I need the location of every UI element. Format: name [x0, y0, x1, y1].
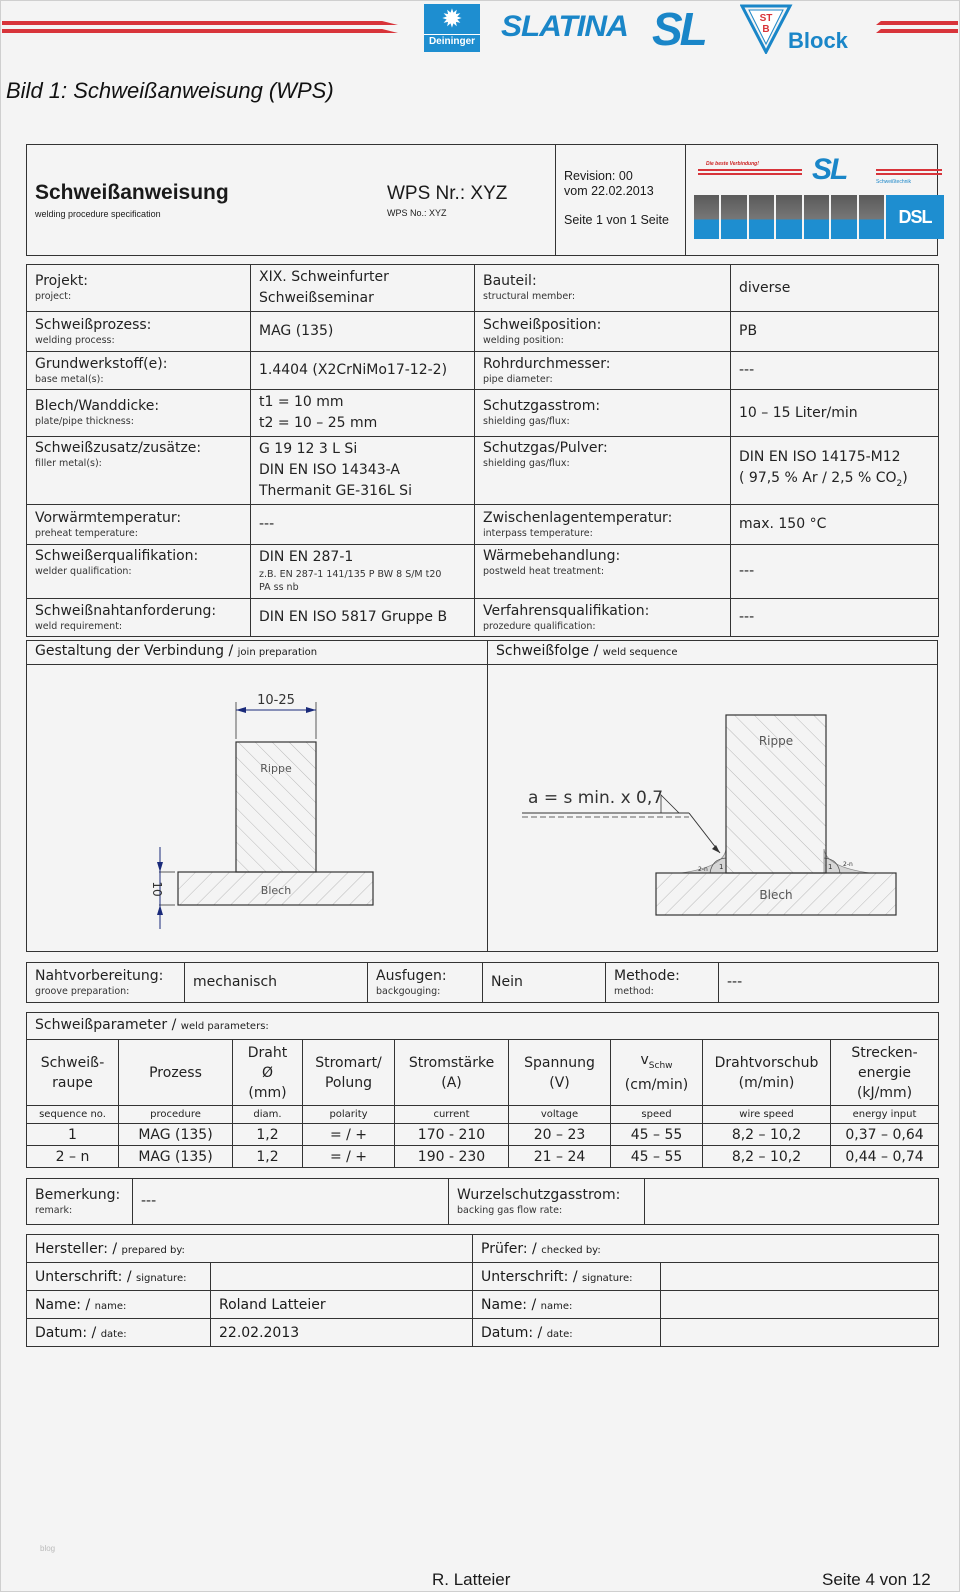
- svg-text:Blech: Blech: [759, 888, 793, 902]
- wps-title: Schweißanweisung: [35, 181, 229, 204]
- table-row: 1 MAG (135) 1,2 = / + 170 - 210 20 – 23 45 – 55 8,2 – 10,2 0,37 – 0,64: [27, 1124, 939, 1146]
- svg-text:10-25: 10-25: [257, 693, 295, 708]
- checked-date-field[interactable]: [661, 1319, 939, 1347]
- photo-strip: [694, 195, 884, 239]
- svg-text:1: 1: [719, 863, 724, 871]
- wps-number-en: WPS No.: XYZ: [387, 208, 447, 218]
- wps-page: Seite 1 von 1 Seite: [564, 213, 669, 227]
- sl-logo: SL: [652, 3, 705, 55]
- table-row: Schweißnahtanforderung: weld requirement: DIN EN ISO 5817 Gruppe B Verfahrensqualifikation: prozedure qualification: ---: [27, 599, 939, 637]
- figure-title: Bild 1: Schweißanweisung (WPS): [6, 78, 334, 103]
- svg-text:2-n: 2-n: [698, 866, 708, 873]
- prepared-signature-field[interactable]: [211, 1263, 473, 1291]
- table-row: Blech/Wanddicke: plate/pipe thickness: t1 = 10 mm t2 = 10 – 25 mm Schutzgasstrom: shielding gas/flux: 10 – 15 Liter/min: [27, 390, 939, 437]
- svg-text:Rippe: Rippe: [758, 734, 794, 748]
- wps-number: WPS Nr.: XYZ: [387, 183, 508, 204]
- footer-page-number: Seite 4 von 12: [822, 1570, 931, 1589]
- table-row: Name: / name: Roland Latteier Name: / name:: [27, 1291, 939, 1319]
- groove-table: [26, 962, 939, 1003]
- join-preparation-drawing-icon: [27, 667, 487, 951]
- remark-field[interactable]: ---: [133, 1179, 449, 1225]
- checked-signature-field[interactable]: [661, 1263, 939, 1291]
- prepared-name-field[interactable]: Roland Latteier: [211, 1291, 473, 1319]
- table-row: Schweißprozess: welding process: MAG (135) Schweißposition: welding position: PB: [27, 312, 939, 352]
- table-row: Hersteller: / prepared by: Prüfer: / checked by:: [27, 1235, 939, 1263]
- table-row: Schweißerqualifikation: welder qualification: DIN EN 287-1 z.B. EN 287-1 141/135 P BW 8 S/M t20 PA ss nb Wärmebehandlung: postweld heat treatment: ---: [27, 545, 939, 599]
- header-stripe-left: [2, 20, 398, 34]
- svg-text:a = s min. x 0,7: a = s min. x 0,7: [528, 788, 664, 808]
- company-banner: Die beste Verbindung! SL Schweißtechnik DSL: [694, 151, 946, 249]
- table-row: Bemerkung: remark: --- Wurzelschutzgasstrom: backing gas flow rate:: [27, 1179, 939, 1225]
- join-preparation-panel: Gestaltung der Verbindung / join preparation 10-25 10 Rippe Blech: [26, 640, 488, 952]
- block-logo: Block: [788, 28, 848, 53]
- svg-text:ST: ST: [759, 13, 773, 24]
- svg-text:10: 10: [150, 881, 164, 897]
- header-stripe-right: [876, 20, 958, 34]
- slatina-logo: SLATINA: [500, 10, 628, 43]
- backing-gas-field[interactable]: [645, 1179, 939, 1225]
- flame-icon: ✹: [442, 6, 462, 31]
- dsl-badge: DSL: [886, 195, 944, 239]
- table-row: Grundwerkstoff(e): base metal(s): 1.4404 (X2CrNiMo17-12-2) Rohrdurchmesser: pipe diameter: ---: [27, 352, 939, 390]
- svg-text:B: B: [762, 24, 770, 35]
- checked-name-field[interactable]: [661, 1291, 939, 1319]
- table-row: Vorwärmtemperatur: preheat temperature: --- Zwischenlagentemperatur: interpass temperature: max. 150 °C: [27, 505, 939, 545]
- table-row: 2 – n MAG (135) 1,2 = / + 190 - 230 21 – 24 45 – 55 8,2 – 10,2 0,44 – 0,74: [27, 1146, 939, 1168]
- svg-text:Rippe: Rippe: [260, 762, 292, 775]
- footer-author: R. Latteier: [432, 1570, 511, 1589]
- signature-table: [26, 1234, 939, 1347]
- weld-parameters-table: Schweißparameter / weld parameters: Schweiß- raupe Prozess Draht Ø (mm) Stromart/ Polung Stromstärke (A) Spannung (V) $v_{Schw}$ (cm/min) Drahtvorschub (m/min) Strecken- energie (kJ/mm) sequence no. procedure diam. polarity current voltage speed wire speed energy input 1 MAG (135) 1,2 = / + 170 - 210 20 – 23 45 – 55 8,2 – 10,2 0,37 – 0,64 2 – n MAG (135) 1,2 = / + 190 - 230 21 – 24 45 – 55 8,2 – 10,2 0,44 – 0,74: [26, 1012, 939, 1168]
- table-row: Schweißzusatz/zusätze: filler metal(s): G 19 12 3 L Si DIN EN ISO 14343-A Thermanit GE-316L Si Schutzgas/Pulver: shielding gas/flux: DIN EN ISO 14175-M12 ( 97,5 % Ar / 2,5 % $CO_2$): [27, 437, 939, 505]
- svg-text:Blech: Blech: [260, 884, 292, 897]
- revision-date: vom 22.02.2013: [564, 184, 654, 198]
- svg-text:2-n: 2-n: [843, 861, 853, 868]
- revision: Revision: 00: [564, 169, 633, 183]
- table-row: Datum: / date: 22.02.2013 Datum: / date:: [27, 1319, 939, 1347]
- deininger-logo: ✹ Deininger: [424, 4, 480, 52]
- weld-sequence-drawing-icon: [488, 667, 938, 951]
- watermark: blog: [40, 1544, 56, 1553]
- info-table: [26, 264, 939, 637]
- prepared-date-field[interactable]: 22.02.2013: [211, 1319, 473, 1347]
- table-row: Nahtvorbereitung: groove preparation: mechanisch Ausfugen: backgouging: Nein Methode: method: ---: [27, 963, 939, 1003]
- table-subheader: sequence no. procedure diam. polarity current voltage speed wire speed energy input: [27, 1106, 939, 1124]
- table-row: Unterschrift: / signature: Unterschrift: / signature:: [27, 1263, 939, 1291]
- table-header: Schweiß- raupe Prozess Draht Ø (mm) Stromart/ Polung Stromstärke (A) Spannung (V) $v_{Schw}$ (cm/min) Drahtvorschub (m/min) Strecken- energie (kJ/mm): [27, 1040, 939, 1106]
- table-row: Projekt: project: XIX. Schweinfurter Schweißseminar Bauteil: structural member: diverse: [27, 265, 939, 312]
- wps-header: [26, 144, 938, 256]
- wps-subtitle: welding procedure specification: [35, 209, 161, 219]
- svg-text:1: 1: [828, 863, 833, 871]
- remark-table: [26, 1178, 939, 1225]
- weld-sequence-panel: Schweißfolge / weld sequence Rippe Blech 1 2-n 1 2-n a = s min. x 0,7: [487, 640, 938, 952]
